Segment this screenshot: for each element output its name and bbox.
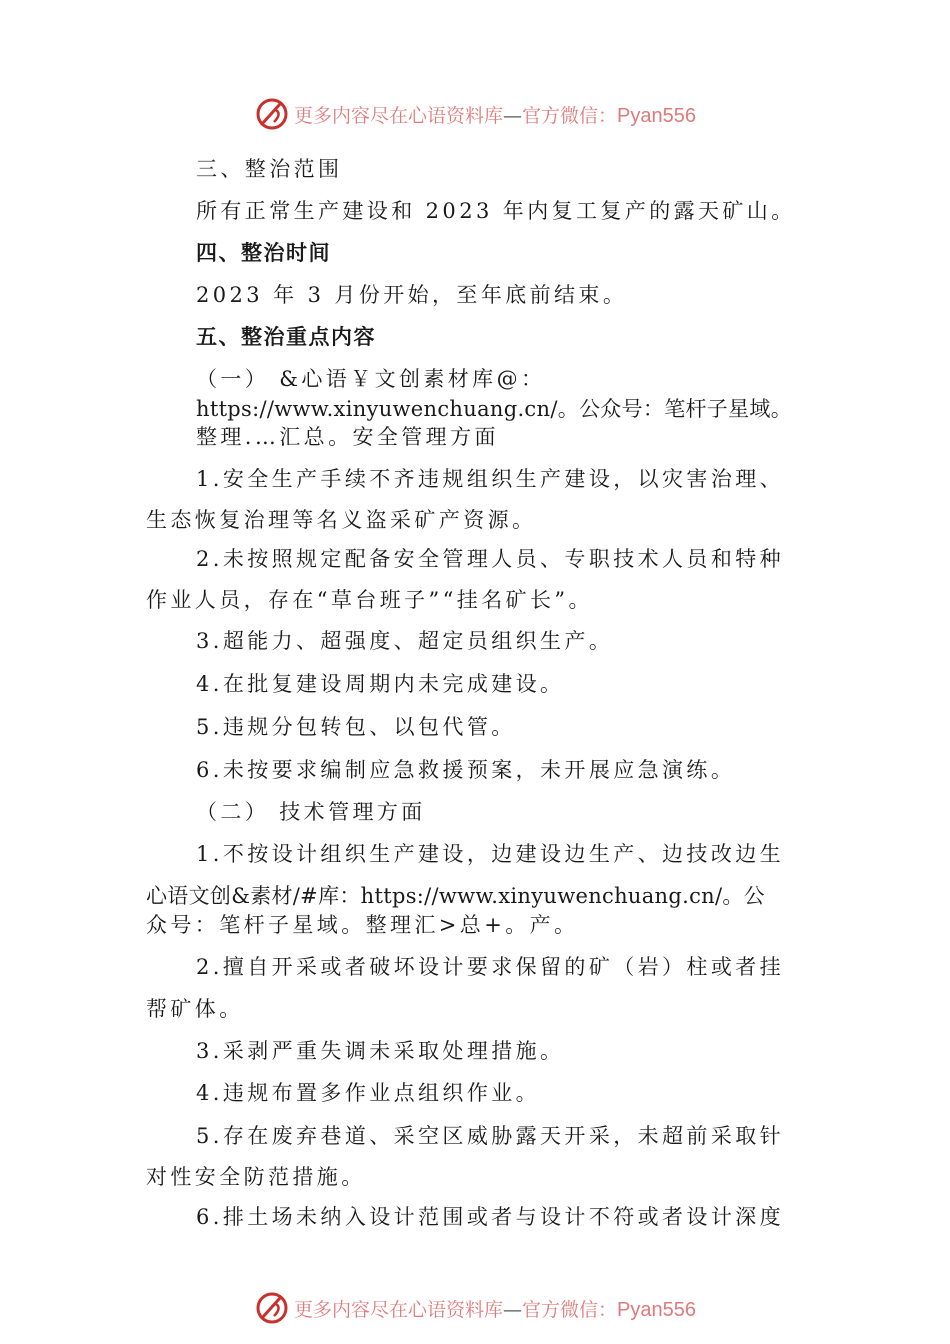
item-a2-line-1: 2.未按照规定配备安全管理人员、专职技术人员和特种 bbox=[196, 547, 785, 571]
banner-wechat-label: 官方微信： bbox=[522, 104, 618, 127]
item-a3: 3.超能力、超强度、超定员组织生产。 bbox=[196, 629, 614, 653]
item-b2-line-2: 帮矿体。 bbox=[146, 997, 244, 1021]
item-b2-line-1: 2.擅自开采或者破坏设计要求保留的矿（岩）柱或者挂 bbox=[196, 955, 785, 979]
item-a6: 6.未按要求编制应急救援预案，未开展应急演练。 bbox=[196, 758, 736, 782]
subsection-2-heading: （二） 技术管理方面 bbox=[196, 800, 426, 824]
banner-wechat-id: Pyan556 bbox=[617, 104, 696, 127]
footer-watermark-banner bbox=[0, 1288, 950, 1328]
section-4-body: 2023 年 3 月份开始，至年底前结束。 bbox=[196, 283, 628, 307]
brush-logo-icon bbox=[254, 1290, 290, 1326]
brush-logo-icon bbox=[254, 96, 290, 132]
section-4-heading: 四、整治时间 bbox=[196, 241, 331, 265]
banner-separator: — bbox=[503, 104, 523, 127]
item-b1-line-3: 众号：笔杆子星域。整理汇>总+。产。 bbox=[146, 913, 579, 937]
section-5-heading: 五、整治重点内容 bbox=[196, 325, 376, 349]
item-a2-line-2: 作业人员，存在“草台班子”“挂名矿长”。 bbox=[146, 588, 593, 612]
item-a1-line-1: 1.安全生产手续不齐违规组织生产建设，以灾害治理、 bbox=[196, 467, 785, 491]
item-a1-line-2: 生态恢复治理等名义盗采矿产资源。 bbox=[146, 508, 537, 532]
header-watermark-banner bbox=[0, 94, 950, 134]
section-3-body: 所有正常生产建设和 2023 年内复工复产的露天矿山。 bbox=[196, 199, 796, 223]
banner-wechat-id: Pyan556 bbox=[617, 1298, 696, 1321]
banner-main-text: 更多内容尽在心语资料库 bbox=[294, 104, 504, 127]
subsection-1-line-3: 整理.…汇总。安全管理方面 bbox=[196, 425, 499, 449]
item-b4: 4.违规布置多作业点组织作业。 bbox=[196, 1081, 541, 1105]
banner-main-text: 更多内容尽在心语资料库 bbox=[294, 1298, 504, 1321]
banner-separator: — bbox=[503, 1298, 523, 1321]
subsection-1-line-2: https://www.xinyuwenchuang.cn/。公众号：笔杆子星域。 bbox=[196, 397, 792, 421]
item-b5-line-2: 对性安全防范措施。 bbox=[146, 1165, 366, 1189]
item-b5-line-1: 5.存在废弃巷道、采空区威胁露天开采，未超前采取针 bbox=[196, 1124, 785, 1148]
item-b3: 3.采剥严重失调未采取处理措施。 bbox=[196, 1039, 565, 1063]
item-b1-line-2: 心语文创&素材/#库：https://www.xinyuwenchuang.cn/。公 bbox=[146, 884, 765, 908]
item-a5: 5.违规分包转包、以包代管。 bbox=[196, 715, 516, 739]
subsection-1-line-1: （一） &心语￥文创素材库@： bbox=[196, 367, 546, 391]
item-b6-line-1: 6.排土场未纳入设计范围或者与设计不符或者设计深度 bbox=[196, 1205, 785, 1229]
item-b1-line-1: 1.不按设计组织生产建设，边建设边生产、边技改边生 bbox=[196, 842, 785, 866]
item-a4: 4.在批复建设周期内未完成建设。 bbox=[196, 672, 565, 696]
section-3-heading: 三、整治范围 bbox=[196, 157, 343, 181]
banner-wechat-label: 官方微信： bbox=[522, 1298, 618, 1321]
